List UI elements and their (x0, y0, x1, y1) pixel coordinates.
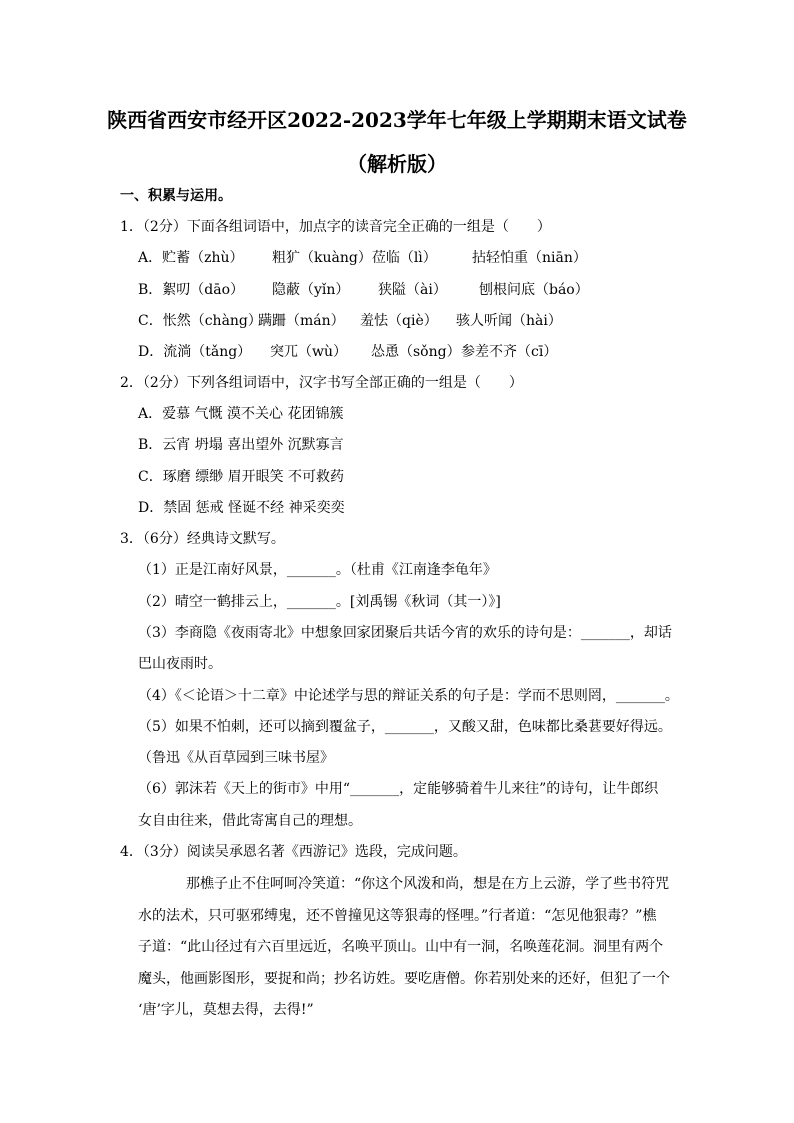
q3-item-5: （5）如果不怕刺，还可以摘到覆盆子，_______，又酸又甜，色味都比桑葚要好得远。 (138, 719, 672, 735)
q1-a-item3: 拈轻怕重（niān） (472, 250, 587, 266)
q1-c-item2: 蹒跚（mán） (258, 313, 345, 329)
q1-b-item2: 隐蔽（yǐn） (272, 282, 350, 298)
q2-option-b: B．云宵 坍塌 喜出望外 沉默寡言 (138, 437, 344, 453)
q4-stem: 4．（3分）阅读吴承恩名著《西游记》选段，完成问题。 (120, 844, 467, 860)
q1-d-item3: 怂恿（sǒng） (371, 344, 461, 360)
q2-option-c: C．琢磨 缥缈 眉开眼笑 不可救药 (138, 469, 345, 485)
q2-option-d: D．禁固 惩戒 怪诞不经 神采奕奕 (138, 500, 345, 516)
q3-item-2: （2）晴空一鹤排云上，_______。[刘禹锡《秋词（其一）》] (138, 594, 501, 610)
exam-title: 陕西省西安市经开区2022-2023学年七年级上学期期末语文试卷 (107, 108, 687, 132)
q1-stem: 1．（2分）下面各组词语中，加点字的读音完全正确的一组是（ ） (120, 219, 551, 235)
q1-a-item2: 粗犷（kuàng）莅临（lì） (272, 250, 437, 266)
q3-item-3-cont: 巴山夜雨时。 (138, 656, 222, 672)
q4-passage-line3: 子道：“此山径过有六百里远近，名唤平顶山。山中有一洞，名唤莲花洞。洞里有两个 (138, 939, 664, 955)
q3-item-3: （3）李商隐《夜雨寄北》中想象回家团聚后共话今宵的欢乐的诗句是：_______，却话 (138, 625, 672, 641)
q4-passage-line5: ‘唐’字儿，莫想去得，去得!” (138, 1002, 314, 1018)
q1-b-item4: 刨根问底（báo） (479, 282, 589, 298)
q4-passage-line1: 那樵子止不住呵呵冷笑道：“你这个风泼和尚，想是在方上云游，学了些书符咒 (186, 876, 670, 892)
q1-d-item4: 参差不齐（cī） (461, 344, 558, 360)
q1-c-item1: C．怅然（chàng） (138, 313, 262, 329)
section-heading: 一、积累与运用。 (120, 188, 232, 204)
exam-subtitle: （解析版） (347, 152, 447, 176)
q1-c-item4: 骇人听闻（hài） (456, 313, 562, 329)
q2-stem: 2．（2分）下列各组词语中，汉字书写全部正确的一组是（ ） (120, 375, 523, 391)
q3-item-4: （4）《＜论语＞十二章》中论述学与思的辩证关系的句子是：学而不思则罔，_______。 (138, 688, 679, 704)
q1-b-item3: 狭隘（ài） (378, 282, 447, 298)
q3-stem: 3．（6分）经典诗文默写。 (120, 531, 285, 547)
q1-d-item1: D．流淌（tǎng） (138, 344, 252, 360)
q2-option-a: A．爱慕 气慨 漠不关心 花团锦簇 (138, 406, 344, 422)
q3-item-5-cont: （鲁迅《从百草园到三味书屋》 (138, 750, 334, 766)
q1-b-item1: B．絮叨（dāo） (138, 282, 245, 298)
q1-c-item3: 羞怯（qiè） (360, 313, 438, 329)
q4-passage-line2: 水的法术，只可驱邪缚鬼，还不曾撞见这等狠毒的怪哩。”行者道：“怎见他狠毒？”樵 (138, 908, 657, 924)
q1-d-item2: 突兀（wù） (270, 344, 347, 360)
q3-item-6-cont: 女自由往来，借此寄寓自己的理想。 (138, 813, 362, 829)
q4-passage-line4: 魔头，他画影图形，要捉和尚；抄名访姓。要吃唐僧。你若别处来的还好，但犯了一个 (138, 971, 670, 987)
q3-item-1: （1）正是江南好风景，_______。（杜甫《江南逢李龟年》 (138, 562, 497, 578)
q1-a-item1: A．贮蓄（zhù） (138, 250, 244, 266)
q3-item-6: （6）郭沫若《天上的街市》中用“_______，定能够骑着牛儿来往”的诗句，让牛郎织 (138, 781, 659, 797)
